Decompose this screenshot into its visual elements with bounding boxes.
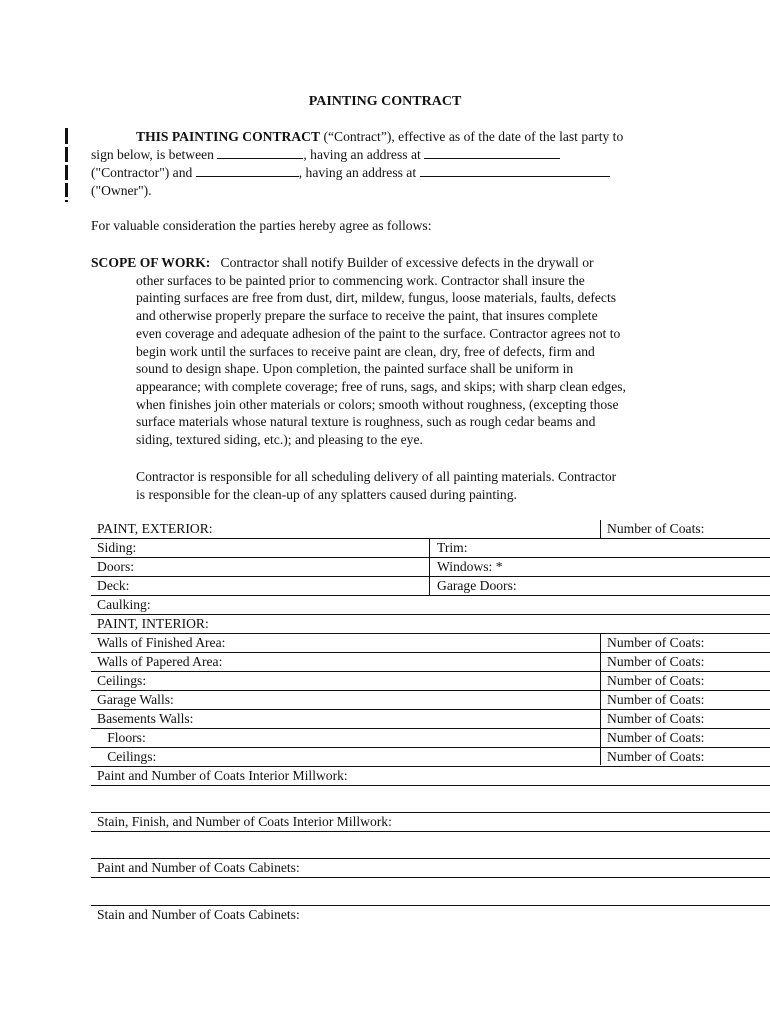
interior-header: PAINT, INTERIOR:	[97, 616, 209, 631]
consideration-text: For valuable consideration the parties hereby agree as follows:	[91, 218, 432, 233]
scope-line: other surfaces to be painted prior to commencing work. Contractor shall insure the	[136, 272, 585, 288]
cabinets-stain-label[interactable]: Stain and Number of Coats Cabinets:	[97, 907, 300, 922]
exterior-header: PAINT, EXTERIOR:	[97, 521, 213, 536]
revision-bar	[65, 147, 68, 162]
owner-address-blank[interactable]	[420, 164, 610, 177]
intro-line1: (“Contract”), effective as of the date of the last party to	[320, 129, 624, 144]
scope-line: surface materials whose natural texture is roughness, such as rough cedar beams and	[136, 414, 596, 430]
scope-line: siding, textured siding, etc.); and pleasing to the eye.	[136, 432, 423, 448]
table-row	[91, 748, 770, 767]
intro-line2b: , having an address at	[303, 147, 425, 162]
interior-item-label[interactable]: Walls of Finished Area:	[97, 635, 226, 650]
table-row	[91, 577, 770, 596]
scope-line: Contractor shall notify Builder of excessive defects in the drywall or	[220, 255, 594, 270]
scope-of-work	[91, 254, 691, 449]
table-row-blank[interactable]	[91, 887, 770, 906]
table-row	[91, 813, 770, 832]
interior-item-label[interactable]: Ceilings:	[97, 749, 157, 764]
cabinets-paint-label[interactable]: Paint and Number of Coats Cabinets:	[97, 860, 300, 875]
interior-item-label[interactable]: Walls of Papered Area:	[97, 654, 223, 669]
table-row	[91, 729, 770, 748]
table-row	[91, 691, 770, 710]
doors-label[interactable]: Doors:	[97, 559, 135, 574]
table-row	[91, 906, 770, 924]
scope-line: appearance; with complete coverage; free of runs, sags, and skips; with sharp clean edges,	[136, 378, 626, 394]
revision-bar	[65, 165, 68, 180]
trim-label[interactable]: Trim:	[437, 540, 468, 555]
scope-line: painting surfaces are free from dust, dirt, mildew, fungus, loose materials, faults, defects	[136, 290, 617, 306]
table-row	[91, 653, 770, 672]
caulking-label[interactable]: Caulking:	[97, 597, 151, 612]
coats-label[interactable]: Number of Coats:	[607, 635, 705, 650]
table-row	[91, 859, 770, 878]
coats-label[interactable]: Number of Coats:	[607, 521, 705, 536]
document-title: PAINTING CONTRACT	[308, 94, 462, 109]
intro-paragraph	[91, 128, 711, 200]
table-row	[91, 615, 770, 634]
table-row	[91, 710, 770, 729]
coats-label[interactable]: Number of Coats:	[607, 711, 705, 726]
interior-item-label[interactable]: Basements Walls:	[97, 711, 194, 726]
coats-label[interactable]: Number of Coats:	[607, 654, 705, 669]
contractor-address-blank[interactable]	[424, 146, 560, 159]
owner-name-blank[interactable]	[196, 164, 299, 177]
revision-bars	[65, 128, 69, 204]
table-row	[91, 520, 770, 539]
revision-bar	[65, 183, 68, 197]
scope-heading: SCOPE OF WORK:	[91, 255, 211, 270]
para2-line: is responsible for the clean-up of any splatters caused during painting.	[136, 487, 517, 502]
scope-line: when finishes join other materials or colors; smooth without roughness, (excepting those	[136, 396, 619, 412]
responsibility-paragraph	[136, 468, 696, 504]
millwork-stain-label[interactable]: Stain, Finish, and Number of Coats Interior Millwork:	[97, 814, 392, 829]
intro-lead: THIS PAINTING CONTRACT	[136, 129, 321, 144]
intro-line3a: ("Contractor") and	[91, 165, 196, 180]
millwork-paint-label[interactable]: Paint and Number of Coats Interior Millwork:	[97, 768, 348, 783]
scope-line: and otherwise properly prepare the surface to receive the paint, that insures complete	[136, 308, 598, 324]
coats-label[interactable]: Number of Coats:	[607, 692, 705, 707]
contractor-name-blank[interactable]	[217, 146, 303, 159]
table-row	[91, 634, 770, 653]
table-row-blank[interactable]	[91, 840, 770, 859]
revision-bar	[65, 128, 68, 144]
scope-line: even coverage and adequate adhesion of the paint to the surface. Contractor agrees not to	[136, 325, 621, 341]
table-row	[91, 558, 770, 577]
coats-label[interactable]: Number of Coats:	[607, 730, 705, 745]
siding-label[interactable]: Siding:	[97, 540, 137, 555]
interior-item-label[interactable]: Garage Walls:	[97, 692, 174, 707]
table-row	[91, 539, 770, 558]
revision-bar	[65, 200, 68, 202]
table-row	[91, 596, 770, 615]
coats-label[interactable]: Number of Coats:	[607, 673, 705, 688]
deck-label[interactable]: Deck:	[97, 578, 130, 593]
table-row	[91, 767, 770, 786]
interior-item-label[interactable]: Floors:	[97, 730, 146, 745]
intro-line4: ("Owner").	[91, 183, 152, 198]
interior-item-label[interactable]: Ceilings:	[97, 673, 147, 688]
table-row-blank[interactable]	[91, 794, 770, 813]
para2-line: Contractor is responsible for all scheduling delivery of all painting materials. Contractor	[136, 469, 617, 484]
intro-line3b: , having an address at	[298, 165, 420, 180]
table-row	[91, 672, 770, 691]
garage-doors-label[interactable]: Garage Doors:	[437, 578, 517, 593]
scope-line: sound to design shape. Upon completion, the painted surface shall be uniform in	[136, 361, 574, 377]
windows-label[interactable]: Windows: *	[437, 559, 503, 574]
intro-line2a: sign below, is between	[91, 147, 218, 162]
coats-label[interactable]: Number of Coats:	[607, 749, 705, 764]
scope-line: begin work until the surfaces to receive paint are clean, dry, free of defects, firm and	[136, 343, 595, 359]
